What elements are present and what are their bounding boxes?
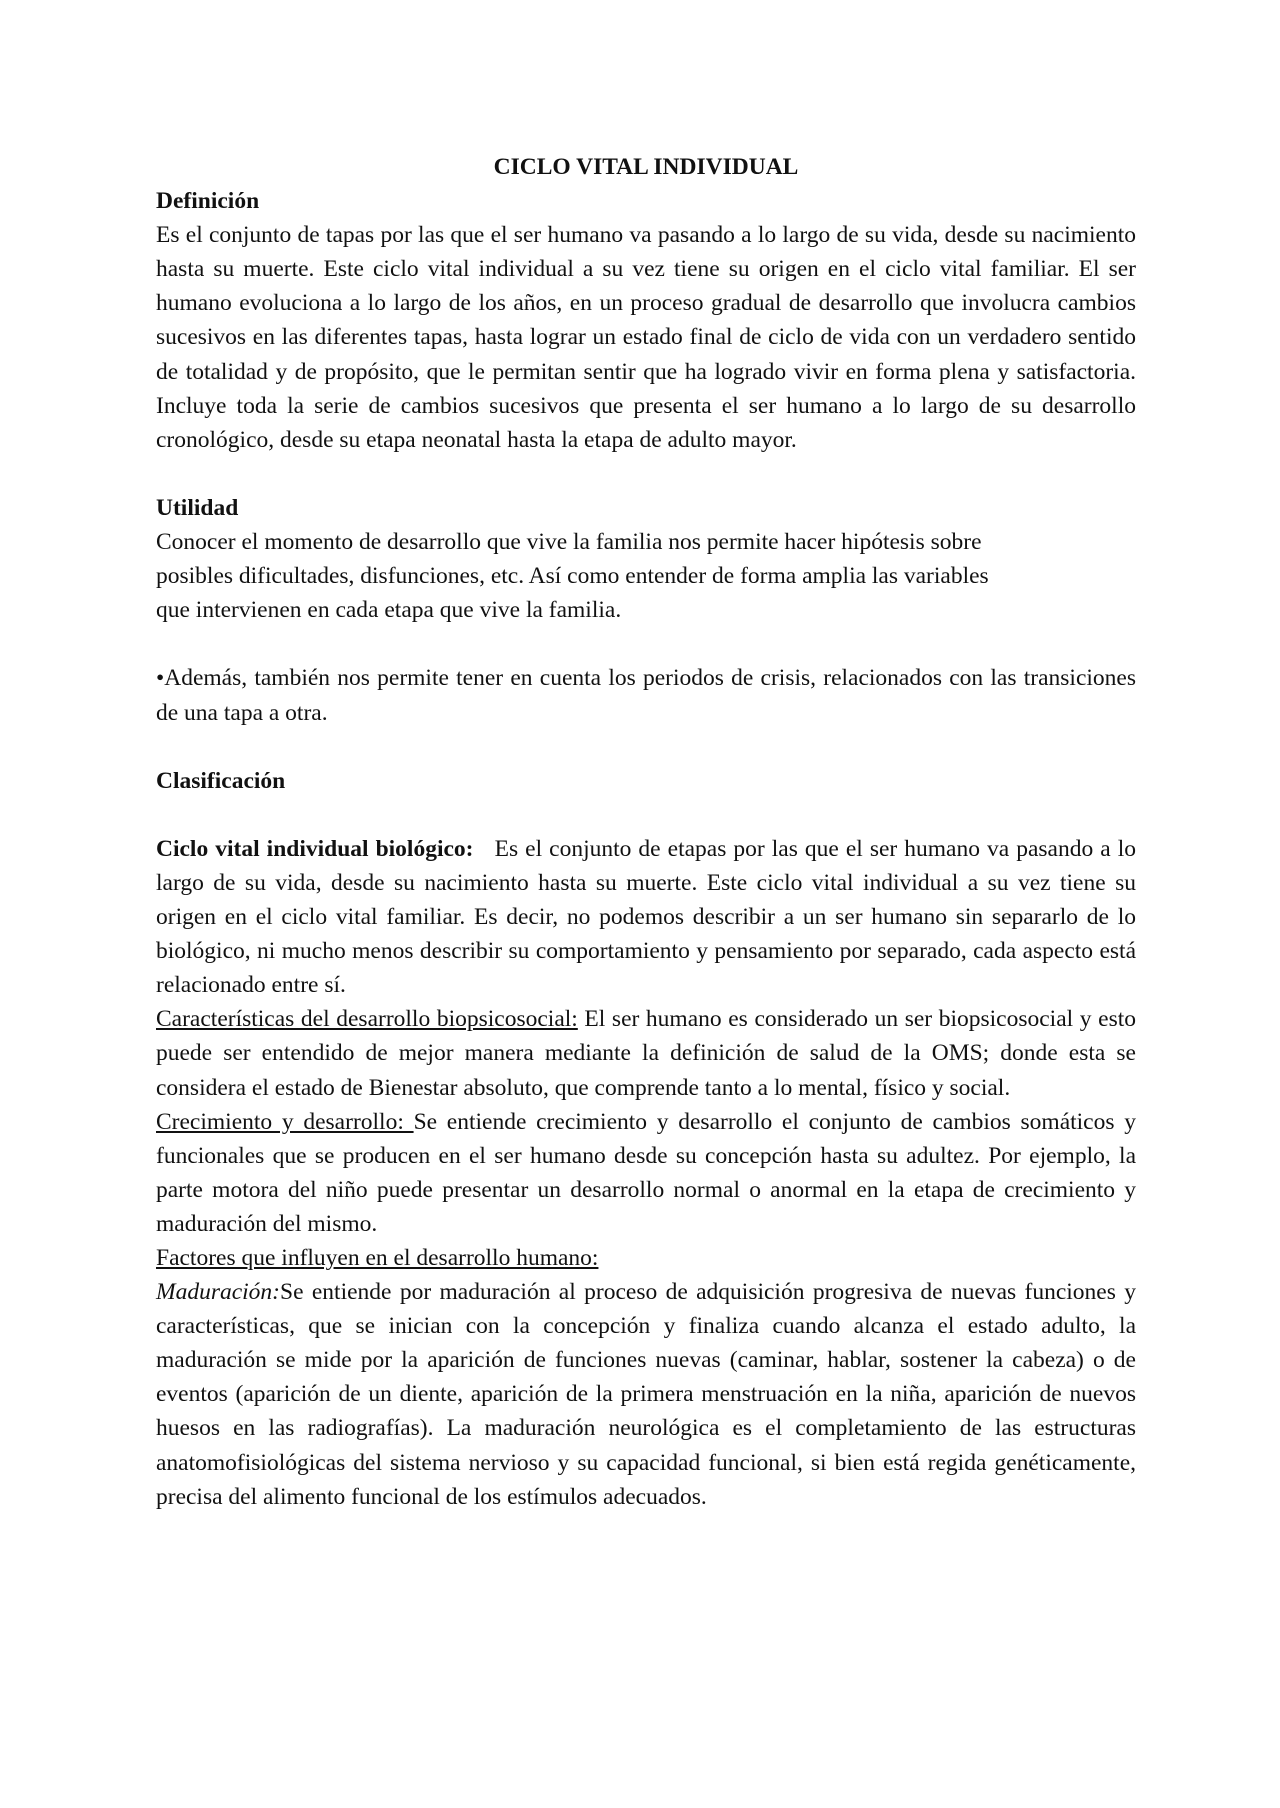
label-biologico: Ciclo vital individual biológico: — [156, 835, 474, 862]
spacer — [156, 798, 1136, 832]
heading-utilidad: Utilidad — [156, 494, 239, 521]
paragraph-biologico — [156, 832, 1136, 1002]
spacer — [156, 627, 1136, 661]
spacer — [156, 730, 1136, 764]
label-caracteristicas: Características del desarrollo biopsicosocial: — [156, 1006, 578, 1033]
paragraph-definicion: Es el conjunto de tapas por las que el ser humano va pasando a lo largo de su vida, desde su nacimiento hasta su muerte. Este ciclo vital individual a su vez tiene su origen en el ciclo vital familiar. El ser humano evoluciona a lo largo de los años, en un proceso gradual de desarrollo que involucra cambios sucesivos en las diferentes tapas, hasta lograr un estado final de ciclo de vida con un verdadero sentido de totalidad y de propósito, que le permitan sentir que ha logrado vivir en forma plena y satisfactoria. Incluye toda la serie de cambios sucesivos que presenta el ser humano a lo largo de su desarrollo cronológico, desde su etapa neonatal hasta la etapa de adulto mayor. — [156, 222, 1136, 453]
paragraph-crecimiento — [156, 1105, 1136, 1241]
document-page — [156, 150, 1136, 1514]
text-maduracion: Se entiende por maduración al proceso de adquisición progresiva de nuevas funciones y características, que se inician con la concepción y finaliza cuando alcanza el estado adulto, la maduración se mide por la aparición de funciones nuevas (caminar, hablar, sostener la cabeza) o de eventos (aparición de un diente, aparición de la primera menstruación en la niña, aparición de nuevos huesos en las radiografías). La maduración neurológica es el completamiento de las estructuras anatomofisiológicas del sistema nervioso y su capacidad funcional, si bien está regida genéticamente, precisa del alimento funcional de los estímulos adecuados. — [156, 1279, 1136, 1510]
heading-definicion: Definición — [156, 188, 260, 215]
text-line: Conocer el momento de desarrollo que vive la familia nos permite hacer hipótesis sobre — [156, 529, 982, 556]
label-factores: Factores que influyen en el desarrollo humano: — [156, 1245, 599, 1271]
text-crecimiento: Se entiende crecimiento y desarrollo el conjunto de cambios somáticos y funcionales que se producen en el ser humano desde su concepción hasta su adultez. Por ejemplo, la parte motora del niño puede presentar un desarrollo normal o anormal en la etapa de crecimiento y maduración del mismo. — [156, 1108, 1136, 1237]
document-title: CICLO VITAL INDIVIDUAL — [493, 154, 799, 180]
paragraph-bullet-crisis: •Además, también nos permite tener en cuenta los periodos de crisis, relacionados con las transiciones de una tapa a otra. — [156, 665, 1136, 726]
heading-clasificacion: Clasificación — [156, 767, 286, 794]
label-maduracion: Maduración: — [156, 1279, 281, 1306]
text-caracteristicas: El ser humano es considerado un ser biopsicosocial y esto puede ser entendido de mejor manera mediante la definición de salud de la OMS; donde esta se considera el estado de Bienestar absoluto, que comprende tanto a lo mental, físico y social. — [156, 1006, 1136, 1101]
paragraph-caracteristicas — [156, 1002, 1136, 1104]
text-biologico: Es el conjunto de etapas por las que el ser humano va pasando a lo largo de su vida, desde su nacimiento hasta su muerte. Este ciclo vital individual a su vez tiene su origen en el ciclo vital familiar. Es decir, no podemos describir a un ser humano sin separarlo de lo biológico, ni mucho menos describir su comportamiento y pensamiento por separado, cada aspecto está relacionado entre sí. — [156, 835, 1137, 999]
spacer — [156, 457, 1136, 491]
paragraph-utilidad — [156, 525, 1136, 627]
paragraph-maduracion — [156, 1275, 1136, 1514]
text-line: posibles dificultades, disfunciones, etc. Así como entender de forma amplia las variables — [156, 563, 989, 590]
label-crecimiento: Crecimiento y desarrollo: — [156, 1108, 414, 1135]
text-line: que intervienen en cada etapa que vive la familia. — [156, 597, 622, 624]
